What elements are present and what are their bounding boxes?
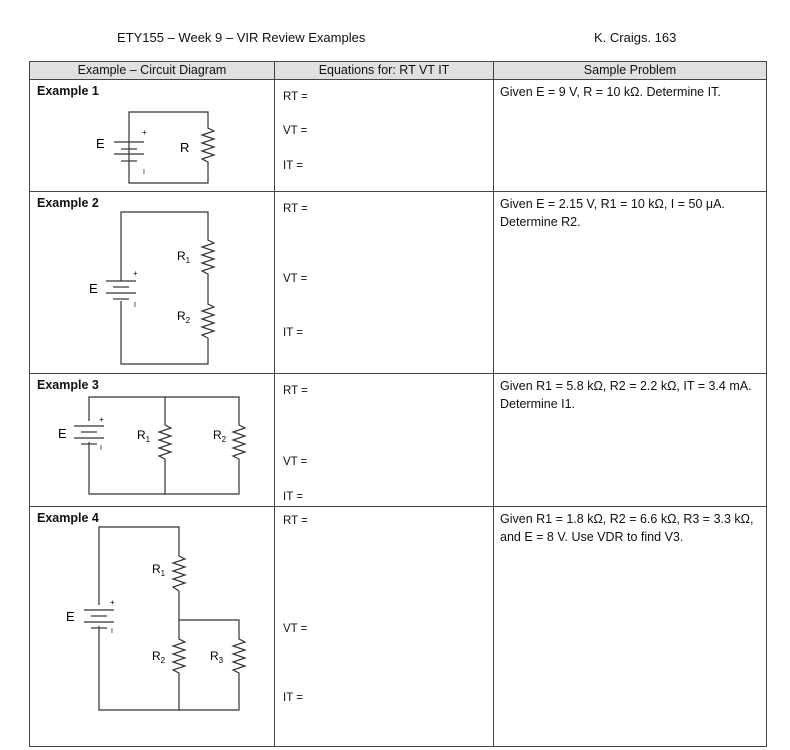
- resistor-label-r2: $R_2$: [177, 309, 191, 325]
- circuit-cell: [30, 80, 275, 192]
- equations-cell: [275, 374, 494, 507]
- column-header-equations: Equations for: RT VT IT: [275, 62, 494, 80]
- plus-sign: +: [133, 269, 138, 278]
- minus-sign: I: [134, 302, 136, 309]
- eq-rt: RT =: [283, 203, 308, 215]
- plus-sign: +: [99, 415, 104, 424]
- problem-cell: [494, 374, 767, 507]
- eq-rt: RT =: [283, 385, 308, 397]
- eq-it: IT =: [283, 692, 303, 704]
- resistor-zigzag: [202, 125, 214, 164]
- eq-it: IT =: [283, 160, 303, 172]
- resistor-label-r1: $R_1$: [137, 428, 151, 444]
- eq-vt: VT =: [283, 623, 308, 635]
- problem-cell: [494, 507, 767, 747]
- document-title: ETY155 – Week 9 – VIR Review Examples: [117, 30, 366, 45]
- example-label: Example 2: [37, 196, 99, 210]
- resistor-zigzag-r2: [202, 300, 214, 338]
- resistor-zigzag-r2: [233, 410, 245, 469]
- problem-text: Given E = 9 V, R = 10 kΩ. Determine IT.: [500, 85, 721, 99]
- column-header-circuit: Example – Circuit Diagram: [30, 62, 275, 80]
- resistor-label-r1: $R_1$: [177, 249, 191, 265]
- circuit-cell: [30, 192, 275, 374]
- circuit-cell: [30, 507, 275, 747]
- table-row-example-3: [30, 374, 767, 507]
- wire: [121, 301, 208, 364]
- resistor-label-r1: $R_1$: [152, 562, 166, 578]
- table-header-row: [30, 62, 767, 80]
- problem-text: Given E = 2.15 V, R1 = 10 kΩ, I = 50 μA. Determine R2.: [500, 197, 725, 229]
- source-label: E: [66, 609, 75, 624]
- problem-cell: [494, 192, 767, 374]
- plus-sign: +: [110, 598, 115, 607]
- examples-table: [29, 61, 767, 747]
- wire: [99, 626, 239, 710]
- resistor-zigzag-r2: [173, 620, 185, 683]
- eq-vt: VT =: [283, 456, 308, 468]
- wire: [129, 112, 208, 140]
- equations-cell: [275, 192, 494, 374]
- resistor-label-r3: $R_3$: [210, 649, 224, 665]
- problem-cell: [494, 80, 767, 192]
- plus-sign: +: [142, 128, 147, 137]
- column-header-problem: Sample Problem: [494, 62, 767, 80]
- table-row-example-4: [30, 507, 767, 747]
- resistor-zigzag-r1: [202, 232, 214, 300]
- equations-cell: [275, 80, 494, 192]
- resistor-zigzag-r3: [233, 629, 245, 683]
- circuit-diagram-4: [30, 507, 274, 747]
- problem-text: Given R1 = 5.8 kΩ, R2 = 2.2 kΩ, IT = 3.4 mA. Determine I1.: [500, 379, 752, 411]
- example-label: Example 4: [37, 511, 99, 525]
- example-label: Example 1: [37, 84, 99, 98]
- wire: [89, 397, 239, 421]
- author-page-number: K. Craigs. 163: [594, 30, 677, 45]
- eq-rt: RT =: [283, 91, 308, 103]
- circuit-diagram-1: [30, 80, 274, 192]
- resistor-zigzag-r1: [159, 410, 171, 469]
- example-label: Example 3: [37, 378, 99, 392]
- wire: [179, 591, 239, 629]
- wire: [99, 527, 179, 605]
- eq-vt: VT =: [283, 273, 308, 285]
- eq-vt: VT =: [283, 125, 308, 137]
- source-label: E: [89, 281, 98, 296]
- circuit-diagram-3: [30, 374, 274, 507]
- circuit-diagram-2: [30, 192, 274, 374]
- eq-rt: RT =: [283, 515, 308, 527]
- problem-text: Given R1 = 1.8 kΩ, R2 = 6.6 kΩ, R3 = 3.3 kΩ, and E = 8 V. Use VDR to find V3.: [500, 512, 754, 544]
- resistor-zigzag-r1: [173, 553, 185, 591]
- table-row-example-2: [30, 192, 767, 374]
- resistor-label-r2: $R_2$: [213, 428, 227, 444]
- minus-sign: I: [143, 169, 145, 176]
- eq-it: IT =: [283, 491, 303, 503]
- resistor-label-r2: $R_2$: [152, 649, 166, 665]
- eq-it: IT =: [283, 327, 303, 339]
- wire: [129, 140, 208, 183]
- source-label: E: [58, 426, 67, 441]
- minus-sign: I: [111, 628, 113, 635]
- equations-cell: [275, 507, 494, 747]
- minus-sign: I: [100, 445, 102, 452]
- table-row-example-1: [30, 80, 767, 192]
- resistor-label: R: [180, 140, 190, 155]
- source-label: E: [96, 136, 105, 151]
- circuit-cell: [30, 374, 275, 507]
